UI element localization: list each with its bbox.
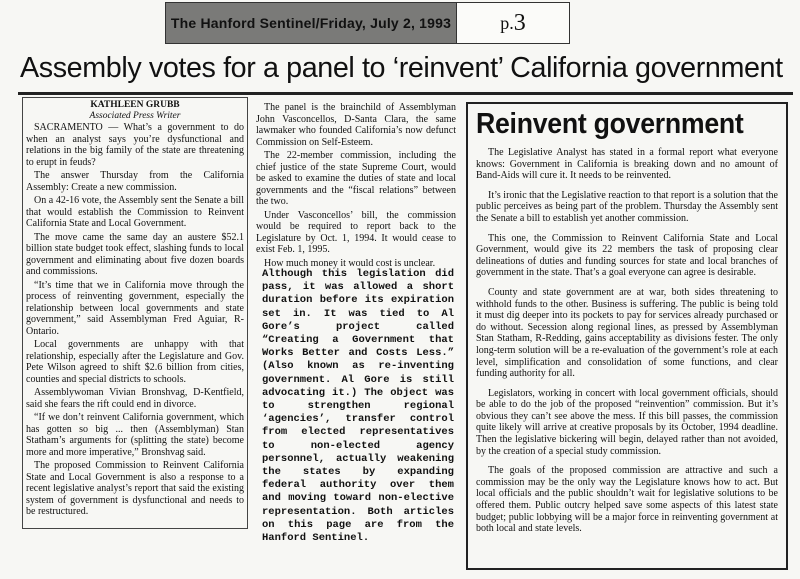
editorial-paragraph: The goals of the proposed commission are attractive and such a commission may be the only way the Legislature knows how to act. But local officials and the public shouldn’t wait for legislative solutions to be offered them. Public outcry helped save some aspects of this latest state budget; public lobbying will be a major force in reinventing government at both local and state levels. <box>476 465 778 535</box>
editorial-title: Reinvent government <box>476 108 744 140</box>
editorial-paragraph: This one, the Commission to Reinvent California State and Local Government, would give its 22 members the task of proposing clear delineations of duties and funding sources for state and local branches of government in the state. That’s a goal everyone can agree is desirable. <box>476 232 778 279</box>
article-paragraph: The answer Thursday from the California Assembly: Create a new commission. <box>26 170 244 193</box>
article-paragraph: Under Vasconcellos’ bill, the commission would be required to report back to the Legislature by Oct. 1, 1994. It would cease to exist Feb. 1, 1995. <box>256 209 456 255</box>
article-paragraph: On a 42-16 vote, the Assembly sent the Senate a bill that would establish the Commission to Reinvent California State and Local Government. <box>26 195 244 229</box>
article-paragraph: How much money it would cost is unclear. <box>264 257 436 269</box>
byline <box>26 100 244 122</box>
article-column-1 <box>22 97 248 529</box>
editorial-paragraph: Legislators, working in concert with local government officials, should be able to do the job of the proposed “reinvention” commission. But it’s obvious they can’t see above the mess. If this bill passes, the commission quite likely will arrive at creative proposals by its October, 1994 deadline. Then the legislative bickering will begin, delayed rather than not avoided, by the creation of a special study commission. <box>476 387 778 457</box>
headline-rule <box>18 92 793 95</box>
article-paragraph: Assemblywoman Vivian Bronshvag, D-Kentfield, said she fears the rift could end in divorce. <box>26 387 244 410</box>
editorial-paragraph: It’s ironic that the Legislative reaction to that report is a solution that the public perceives as being part of the problem. Thursday the Assembly sent the Senate a bill to establish yet another commission. <box>476 189 778 224</box>
editorial-paragraph: County and state government are at war, both sides threatening to withhold funds to the other. Business is suffering. The public is being told it must dig deeper into its pockets to pay for services already purchased or do without. Secession along regional lines, as pressed by Assemblyman Stan Statham, R-Redding, gains acceptability as divisions fester. The only long-term solution will be a re-evaluation of the government’s role at each level, simplification and consolidation of some functions, and clear funding authority for all. <box>476 286 778 380</box>
commentary-text: Although this legislation did pass, it was allowed a short duration before its expiration set in. It was tied to Al Gore’s project called “Creating a Government that Works Better and Costs Less.” (Also known as re-inventing government. Al Gore is still advocating it.) The object was to strengthen regional ‘agencies’, transfer control from elected representatives to non-elected agency personnel, actually weakening the states by expanding federal authority over them and moving toward non-elective representation. Both articles on this page are from the Hanford Sentinel. <box>262 268 454 545</box>
editorial-box <box>466 102 788 570</box>
headline: Assembly votes for a panel to ‘reinvent’ California government <box>20 52 783 84</box>
article-column-2 <box>256 102 456 271</box>
editorial-paragraph: The Legislative Analyst has stated in a formal report what everyone knows: Government in California is breaking down and no amount of Band-Aids will cure it. It needs to be reinvented. <box>476 147 778 182</box>
commentary-note <box>262 268 454 545</box>
page-prefix: p. <box>500 12 514 33</box>
page-number: 3 <box>513 9 526 36</box>
article-paragraph: “It’s time that we in California move through the process of reinventing government, especially the relationship between local governments and state government,” said Assemblyman Fred Aguiar, R-Ontario. <box>26 279 244 337</box>
author-role: Associated Press Writer <box>89 111 181 121</box>
article-paragraph: The proposed Commission to Reinvent California State and Local Government is also a response to a recent legislative analyst’s report that said the existing system of government is dysfunctional and needs to be restructured. <box>26 460 244 517</box>
article-paragraph: The panel is the brainchild of Assemblyman John Vasconcellos, D-Santa Clara, the same lawmaker who founded California’s now defunct Commission on Self-Esteem. <box>256 102 456 148</box>
masthead-banner <box>165 2 457 44</box>
masthead-text: The Hanford Sentinel/Friday, July 2, 1993 <box>170 15 452 31</box>
page-number-box <box>456 2 570 44</box>
article-paragraph: “If we don’t reinvent California government, which has gotten so big ... then (Assemblyman) Stan Statham’s arguments for (splitting the state) become more and more imperative,” Bronshvag said. <box>26 412 244 458</box>
author-name: KATHLEEN GRUBB <box>90 100 180 110</box>
article-paragraph: The move came the same day an austere $52.1 billion state budget took effect, slashing funds to local government and eliminating about five dozen boards and commissions. <box>26 231 244 277</box>
article-paragraph: The 22-member commission, including the chief justice of the state Supreme Court, would be asked to examine the duties of state and local governments and the “fiscal relations” between the two. <box>256 150 456 207</box>
article-paragraph: SACRAMENTO — What’s a government to do when an analyst says you’re dysfunctional and relations in the big family of the state are threatening to erupt in feuds? <box>26 122 244 168</box>
article-paragraph: Local governments are unhappy with that relationship, especially after the Legislature and Gov. Pete Wilson agreed to shift $2.6 billion from cities, counties and special districts to schools. <box>26 339 244 385</box>
